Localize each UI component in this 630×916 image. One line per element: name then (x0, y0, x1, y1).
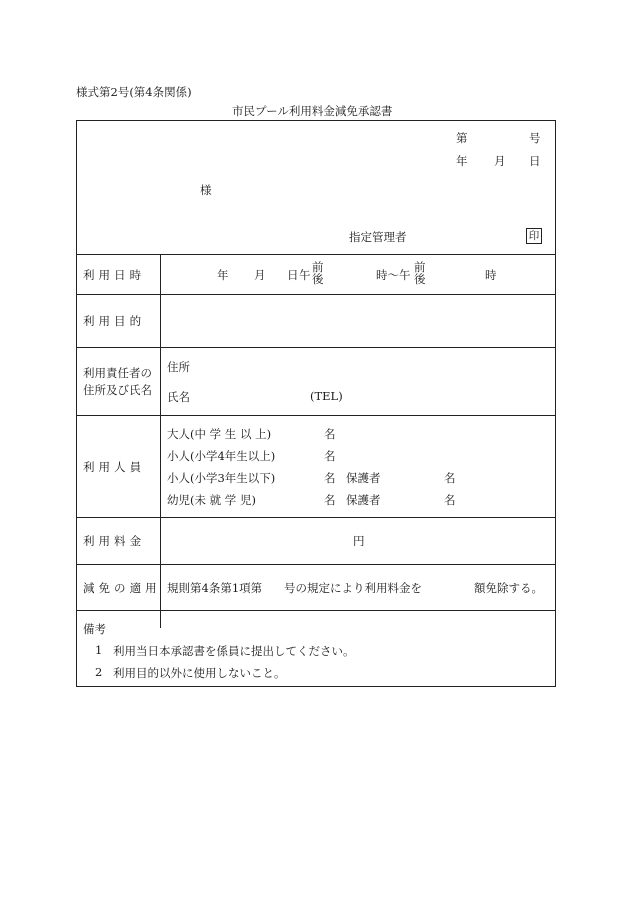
purpose-label: 利用目的 (83, 314, 146, 328)
exemption-text-part2: 号の規定により利用料金を (284, 581, 422, 595)
label-column-divider (160, 254, 161, 628)
exemption-label: 減免の適用 (83, 581, 161, 595)
fee-unit: 円 (353, 534, 365, 548)
ampm1-morning: 前 (312, 260, 324, 274)
divider (77, 610, 555, 611)
child-upper-count-unit: 名 (324, 449, 336, 463)
usage-datetime-label: 利用日時 (83, 268, 146, 282)
ampm2-afternoon: 後 (414, 272, 426, 286)
date-month: 月 (494, 154, 506, 168)
ampm1-prefix: 午 (299, 268, 311, 282)
fee-label: 利用料金 (83, 534, 146, 548)
document-title: 市民プール利用料金減免承認書 (232, 104, 393, 118)
divider (77, 347, 555, 348)
ampm1-choice (312, 261, 324, 285)
divider (77, 564, 555, 565)
child-lower-count-unit: 名 (324, 471, 336, 485)
ampm1-afternoon: 後 (312, 272, 324, 286)
divider (77, 294, 555, 295)
exemption-text-part3: 額免除する。 (474, 581, 543, 595)
usage-month: 月 (254, 268, 266, 282)
name-label: 氏名 (167, 390, 190, 404)
date-day: 日 (529, 154, 541, 168)
divider (77, 415, 555, 416)
issuer-label: 指定管理者 (349, 230, 407, 244)
infant-guardian: 保護者 (346, 493, 381, 507)
usage-day: 日 (287, 268, 299, 282)
child-lower-label: 小人(小学3年生以下) (167, 471, 276, 485)
notes-heading: 備考 (83, 622, 106, 636)
infant-guardian-unit: 名 (444, 493, 456, 507)
note-text: 利用目的以外に使用しないこと。 (113, 666, 286, 680)
infant-count-unit: 名 (324, 493, 336, 507)
child-upper-label: 小人(小学4年生以上) (167, 449, 276, 463)
usage-year: 年 (217, 268, 229, 282)
hour-range: 時〜午 (376, 268, 411, 282)
ampm2-choice (414, 261, 426, 285)
divider (77, 254, 555, 255)
adult-count-unit: 名 (324, 427, 336, 441)
infant-label: 幼児(未 就 学 児) (167, 493, 256, 507)
responsible-label-line1: 利用責任者の (83, 366, 152, 380)
users-label: 利用人員 (83, 460, 146, 474)
note-text: 利用当日本承認書を係員に提出してください。 (113, 644, 355, 658)
responsible-label-line2: 住所及び氏名 (83, 383, 152, 397)
form-number: 様式第2号(第4条関係) (76, 85, 192, 99)
addressee-suffix: 様 (200, 183, 212, 197)
approval-form (76, 120, 556, 687)
exemption-text-part1: 規則第4条第1項第 (167, 581, 263, 595)
address-label: 住所 (167, 360, 190, 374)
adult-label: 大人(中 学 生 以 上) (167, 427, 272, 441)
divider (77, 517, 555, 518)
date-year: 年 (456, 154, 468, 168)
ampm2-morning: 前 (414, 260, 426, 274)
note-number: 2 (95, 665, 103, 679)
number-suffix: 号 (529, 131, 541, 145)
note-number: 1 (95, 643, 103, 657)
tel-label: (TEL) (310, 389, 343, 403)
seal-mark: 印 (526, 228, 542, 244)
child-lower-guardian-unit: 名 (444, 471, 456, 485)
child-lower-guardian: 保護者 (346, 471, 381, 485)
hour-end: 時 (485, 268, 497, 282)
number-prefix: 第 (456, 131, 468, 145)
